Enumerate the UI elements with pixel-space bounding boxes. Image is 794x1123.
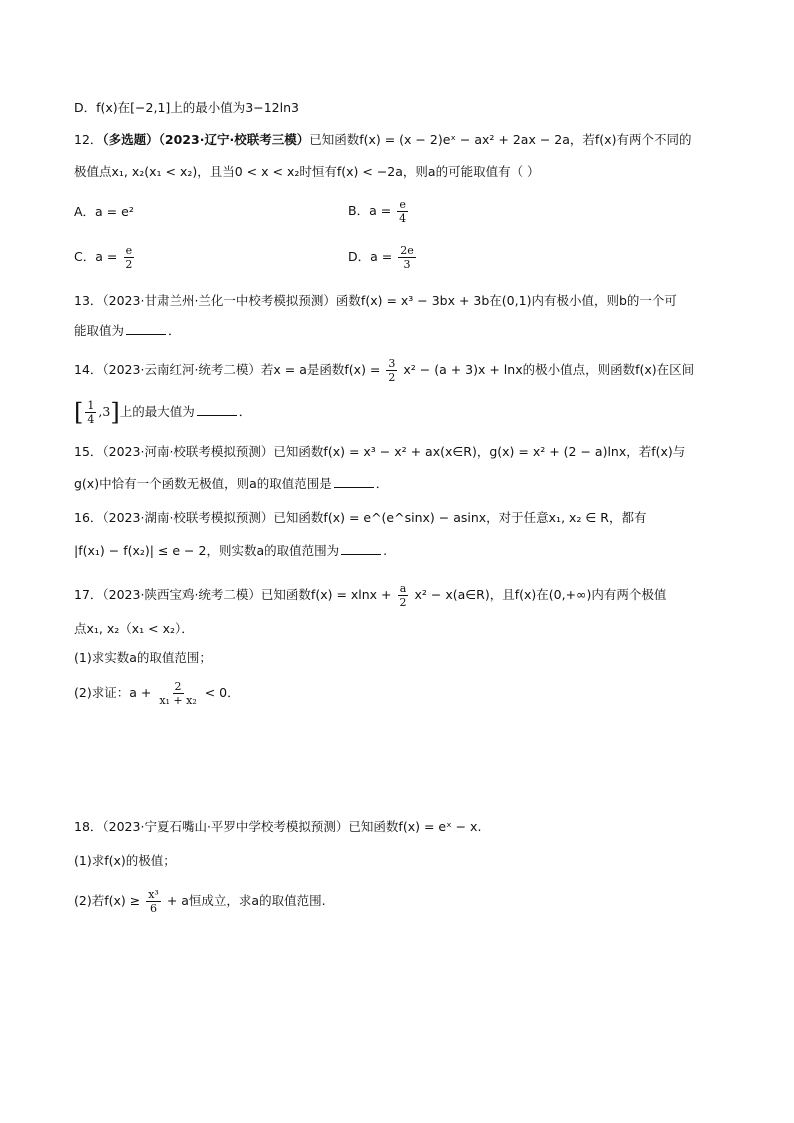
q14-interval-left-bracket: [ — [74, 398, 84, 427]
q17-part2 — [74, 680, 240, 707]
q14-text-b: x² − (a + 3)x + lnx的极小值点，则函数f(x)在区间 — [403, 362, 695, 377]
q11-option-d: D．f(x)在[−2,1]上的最小值为3−12ln3 — [74, 100, 299, 115]
q12-option-d[interactable] — [348, 244, 418, 271]
q12-option-c[interactable] — [74, 244, 136, 271]
q17-part2-text-a: (2)求证：a + — [74, 685, 152, 700]
q13-answer-blank[interactable] — [126, 322, 166, 335]
q12-number: 12． — [74, 132, 103, 147]
q18-part1: (1)求f(x)的极值； — [74, 853, 176, 868]
q14-interval-fraction: $\frac{1}{4}$ — [87, 399, 95, 426]
q16-line1: 16．（2023·湖南·校联考模拟预测）已知函数f(x) = e^(e^sinx) − asinx，对于任意x₁, x₂ ∈ R，都有 — [74, 510, 647, 525]
q14-text-a: 14．（2023·云南红河·统考二模）若x = a是函数f(x) = — [74, 362, 381, 377]
q17-part2-text-b: < 0． — [204, 685, 240, 700]
q15-answer-blank[interactable] — [334, 475, 374, 488]
q17-text-b: x² − x(a∈R)，且f(x)在(0,+∞)内有两个极值 — [414, 587, 667, 602]
q12-option-b-fraction: $\frac{e}{4}$ — [399, 198, 407, 225]
q14-line2: [ $\frac{1}{4}$ ,3]上的最大值为 ． — [74, 398, 252, 427]
q13-line2-text: 能取值为 — [74, 323, 125, 338]
q17-part1: (1)求实数a的取值范围； — [74, 650, 212, 665]
q17-text-a: 17．（2023·陕西宝鸡·统考二模）已知函数f(x) = xlnx + — [74, 587, 392, 602]
q16-answer-blank[interactable] — [341, 542, 381, 555]
q12-stem-line1: 已知函数f(x) = (x − 2)eˣ − ax² + 2ax − 2a，若f(x)有两个不同的 — [309, 132, 692, 147]
q12-tag: （多选题）（2023·辽宁·校联考三模） — [102, 132, 310, 147]
q17-part2-fraction: $\frac{2}{\text{x₁ + x₂}}$ — [159, 680, 197, 707]
q16-line2-text: |f(x₁) − f(x₂)| ≤ e − 2，则实数a的取值范围为 — [74, 543, 340, 558]
q12-option-b-label: B．a = — [348, 203, 392, 218]
q18-part2-text-b: + a恒成立，求a的取值范围. — [166, 893, 326, 908]
q17-line1 — [74, 582, 666, 609]
q14-answer-blank[interactable] — [197, 403, 237, 416]
q14-fraction: $\frac{3}{2}$ — [388, 357, 396, 384]
q15-line2-text: g(x)中恰有一个函数无极值，则a的取值范围是 — [74, 476, 332, 491]
q16-line2: |f(x₁) − f(x₂)| ≤ e − 2，则实数a的取值范围为 . — [74, 543, 388, 558]
q18-part2 — [74, 888, 326, 915]
q14-line2-text: 上的最大值为 — [119, 404, 195, 419]
q18-part2-text-a: (2)若f(x) ≥ — [74, 893, 141, 908]
q17-fraction: $\frac{a}{2}$ — [399, 582, 407, 609]
q12-option-c-fraction: $\frac{e}{2}$ — [125, 244, 133, 271]
q13-line1: 13．（2023·甘肃兰州·兰化一中校考模拟预测）函数f(x) = x³ − 3bx + 3b在(0,1)内有极小值，则b的一个可 — [74, 293, 677, 308]
q13-line2: 能取值为 ． — [74, 323, 181, 338]
q14-interval-right: ,3 — [98, 404, 111, 419]
q12-option-d-fraction: $\frac{2e}{3}$ — [400, 244, 414, 271]
q12-option-c-label: C．a = — [74, 249, 118, 264]
q15-line1: 15．（2023·河南·校联考模拟预测）已知函数f(x) = x³ − x² + ax(x∈R)，g(x) = x² + (2 − a)lnx，若f(x)与 — [74, 444, 686, 459]
q15-line2: g(x)中恰有一个函数无极值，则a的取值范围是 ． — [74, 476, 389, 491]
q12-line1 — [74, 131, 691, 149]
q18-part2-fraction: $\frac{\text{x³}}{6}$ — [148, 888, 159, 915]
q12-option-d-label: D．a = — [348, 249, 393, 264]
q12-line2: 极值点x₁, x₂(x₁ < x₂)，且当0 < x < x₂时恒有f(x) < −2a，则a的可能取值有（ ） — [74, 164, 540, 179]
q12-option-a[interactable]: A．a = e² — [74, 204, 134, 219]
q14-interval-right-bracket: ] — [110, 398, 120, 427]
q18-line1: 18．（2023·宁夏石嘴山·平罗中学校考模拟预测）已知函数f(x) = eˣ − x. — [74, 819, 482, 834]
q14-line1 — [74, 357, 694, 384]
q12-option-b[interactable] — [348, 198, 410, 225]
q17-line2: 点x₁, x₂（x₁ < x₂）． — [74, 621, 194, 636]
